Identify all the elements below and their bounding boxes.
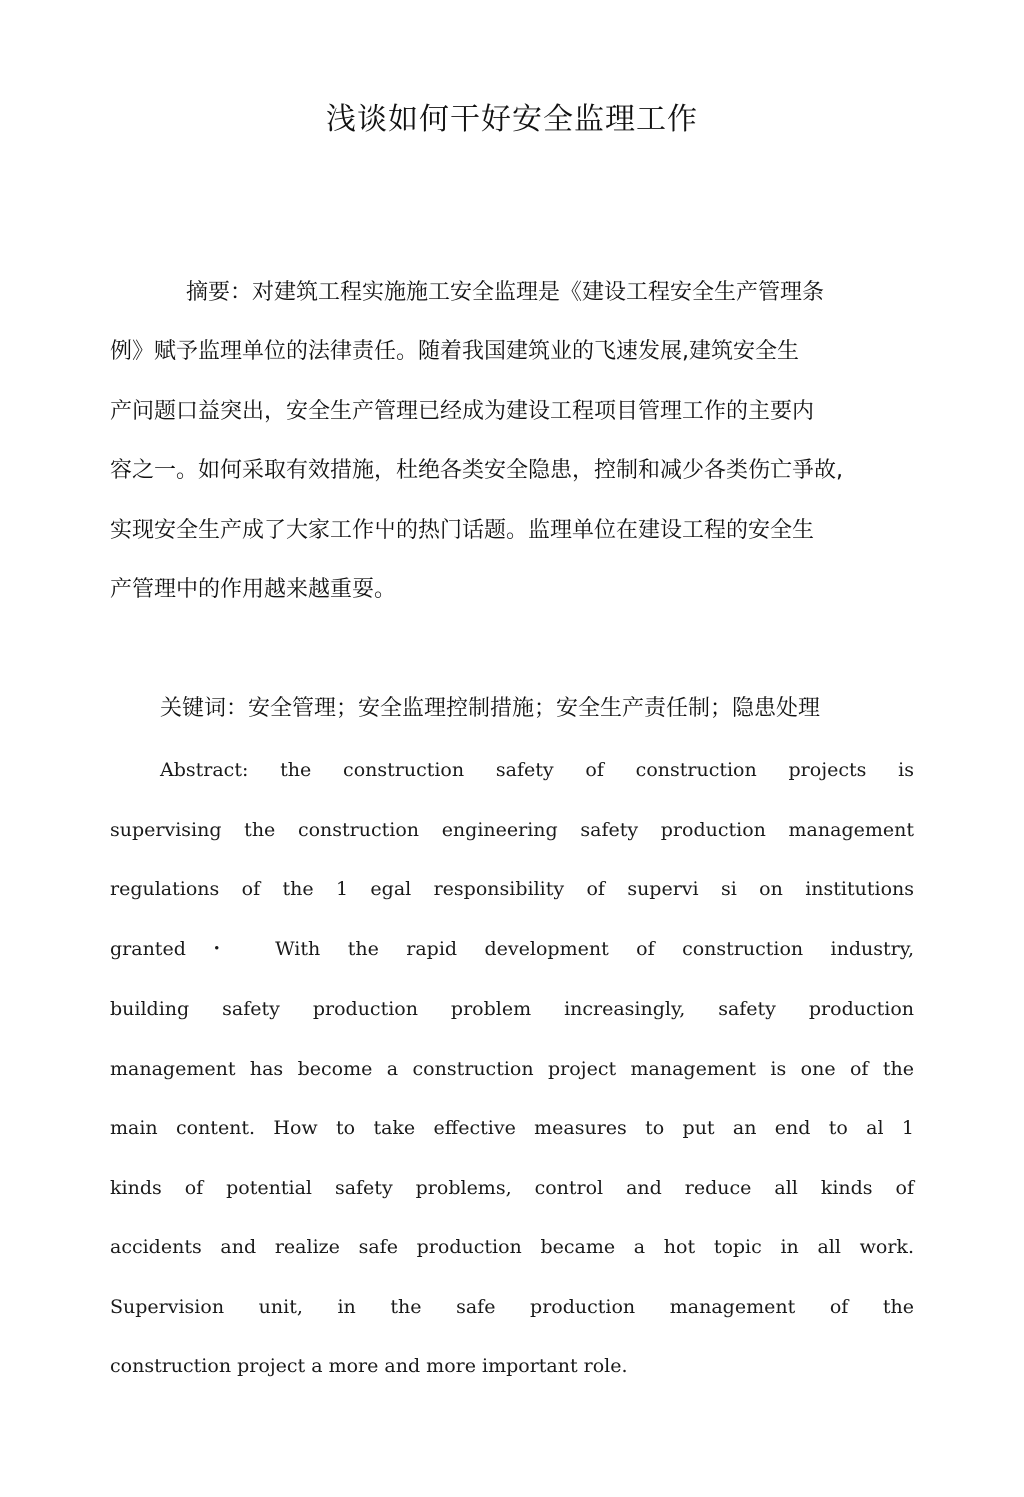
abstract-zh-line: 产问题口益突出，安全生产管理已经成为建设工程项目管理工作的主要内: [110, 399, 815, 424]
document-title: 浅谈如何干好安全监理工作: [326, 102, 698, 137]
abstract-en-line: supervising the construction engineering safety production management: [110, 819, 914, 841]
abstract-zh-line: 实现安全生产成了大家工作屮的热门话题。监理单位在建设工程的安全生: [110, 518, 815, 543]
abstract-zh-line: 产管理中的作用越来越重耍。: [110, 577, 397, 602]
abstract-zh-line: 容之一。如何采取有效措施，杜绝各类安全隐患，控制和减少各类伤亡爭故,: [110, 458, 843, 483]
abstract-en-line: management has become a construction project management is one of the: [110, 1058, 914, 1080]
abstract-en-line: regulations of the 1 egal responsibility of supervi si on institutions: [110, 878, 914, 900]
abstract-en-line: granted・ With the rapid development of construction industry,: [110, 938, 914, 960]
abstract-en-line: main content. How to take effective measures to put an end to al 1: [110, 1117, 914, 1139]
abstract-en-line: Abstract: the construction safety of construction projects is: [160, 759, 914, 781]
abstract-en-line: building safety production problem increasingly, safety production: [110, 998, 914, 1020]
abstract-en-line: Supervision unit, in the safe production management of the: [110, 1296, 914, 1318]
keywords-line: 关键词：安全管理；安全监理控制措施；安全生产责任制；隐患处理: [160, 696, 821, 721]
abstract-en-line: kinds of potential safety problems, control and reduce all kinds of: [110, 1177, 914, 1199]
abstract-zh-line: 例》赋予监理单位的法律责任。随着我国建筑业的飞速发展,建筑安全生: [110, 339, 799, 364]
abstract-zh-line: 摘要：对建筑工程实施施工安全监理是《建设工程安全生产管理条: [186, 280, 825, 305]
abstract-en-line: construction project a more and more important role.: [110, 1355, 628, 1377]
abstract-en-line: accidents and realize safe production became a hot topic in all work.: [110, 1236, 914, 1258]
